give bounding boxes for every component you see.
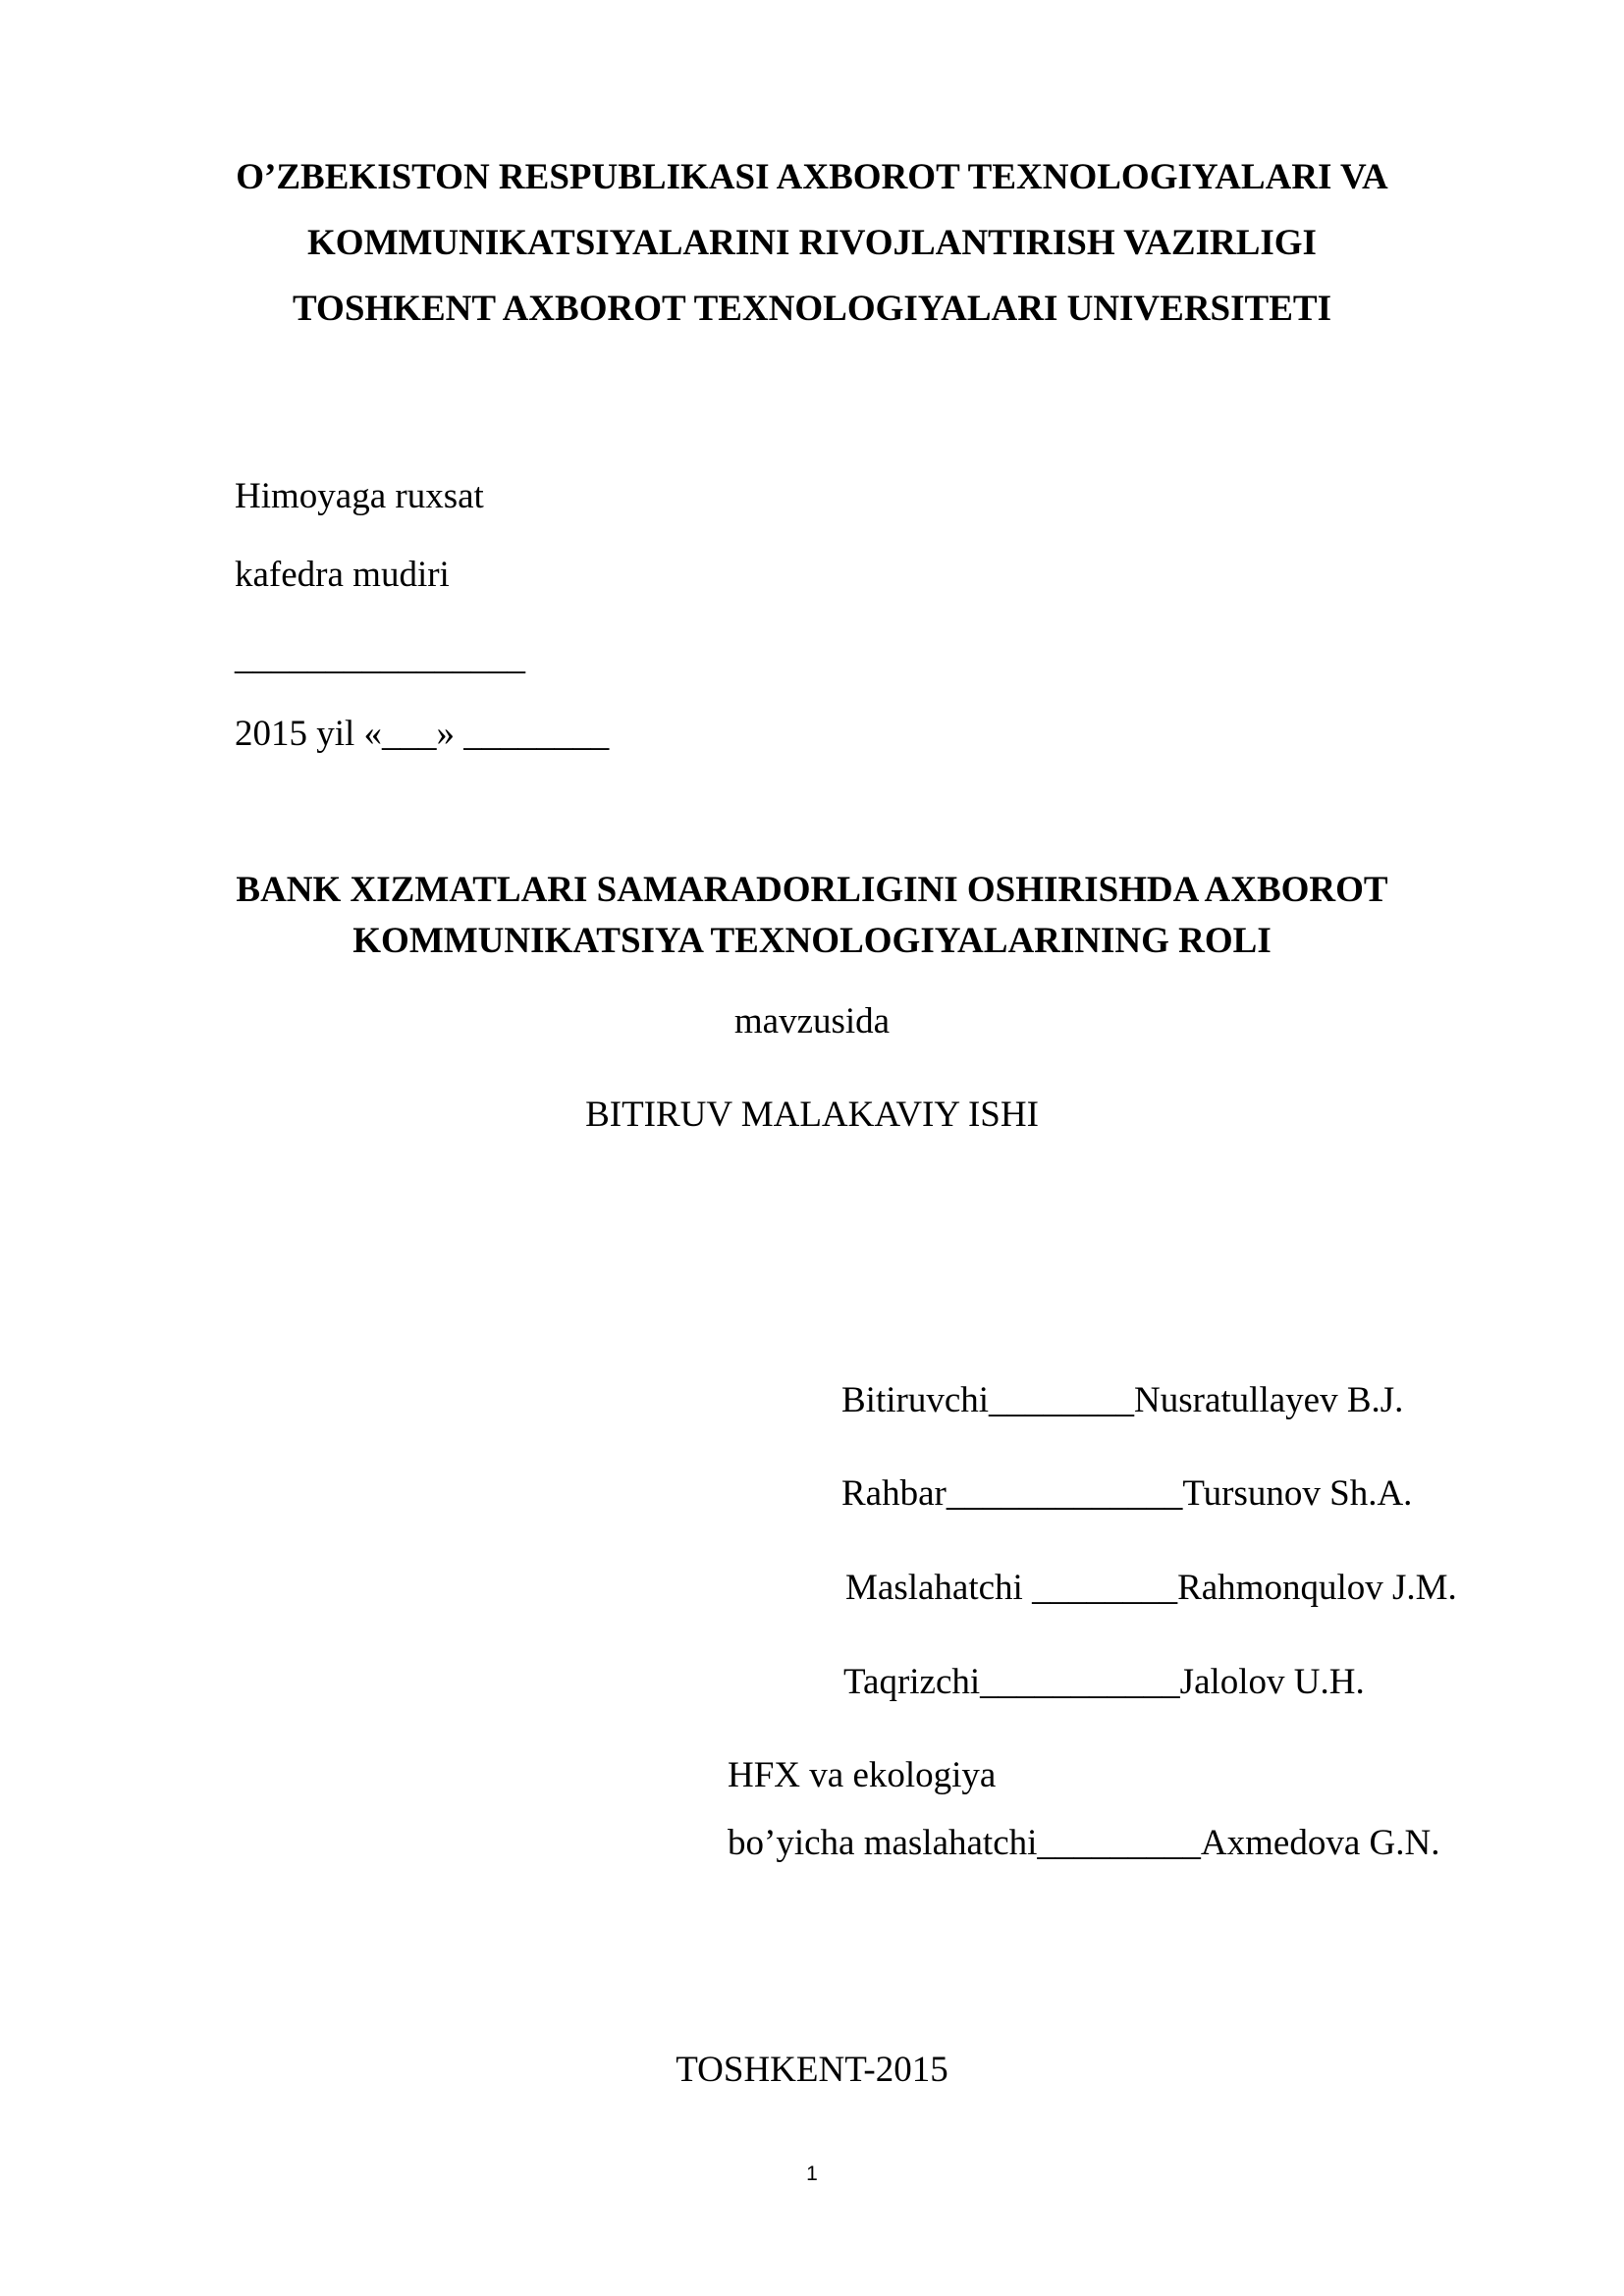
consultant-signature: Maslahatchi ________Rahmonqulov J.M. [845, 1568, 1457, 1608]
thesis-title-line-2: KOMMUNIKATSIYA TEXNOLOGIYALARINING ROLI [352, 921, 1272, 961]
signature-line: ________________ [235, 637, 525, 677]
thesis-subtitle: mavzusida [733, 1001, 891, 1041]
thesis-title-line-1: BANK XIZMATLARI SAMARADORLIGINI OSHIRISHDA AXBOROT [236, 870, 1388, 910]
supervisor-signature: Rahbar_____________Tursunov Sh.A. [841, 1473, 1413, 1514]
header-ministry-line-1: O’ZBEKISTON RESPUBLIKASI AXBOROT TEXNOLOGIYALARI VA [236, 157, 1388, 197]
approval-date: 2015 yil «___» ________ [235, 714, 610, 754]
work-type: BITIRUV MALAKAVIY ISHI [585, 1095, 1039, 1135]
page-number: 1 [806, 2163, 818, 2185]
reviewer-signature: Taqrizchi___________Jalolov U.H. [843, 1662, 1365, 1702]
safety-consultant-label: HFX va ekologiya [728, 1755, 997, 1795]
graduate-signature: Bitiruvchi________Nusratullayev B.J. [841, 1380, 1404, 1420]
approval-label: Himoyaga ruxsat [235, 476, 484, 516]
city-year: TOSHKENT-2015 [676, 2050, 948, 2090]
header-university-line: TOSHKENT AXBOROT TEXNOLOGIYALARI UNIVERSITETI [293, 289, 1331, 329]
header-ministry-line-2: KOMMUNIKATSIYALARINI RIVOJLANTIRISH VAZIRLIGI [307, 223, 1317, 263]
safety-consultant-signature: bo’yicha maslahatchi_________Axmedova G.N. [728, 1823, 1440, 1863]
department-head-label: kafedra mudiri [235, 555, 450, 595]
